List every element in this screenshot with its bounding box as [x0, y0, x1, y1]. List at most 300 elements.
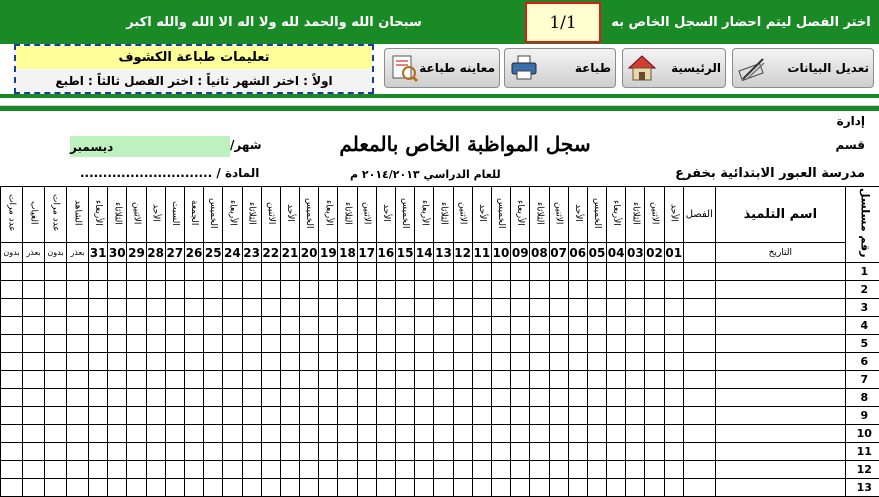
attendance-cell[interactable]	[568, 281, 587, 299]
attendance-cell[interactable]	[587, 281, 606, 299]
attendance-cell[interactable]	[223, 335, 242, 353]
attendance-cell[interactable]	[23, 479, 45, 497]
attendance-cell[interactable]	[280, 317, 299, 335]
attendance-cell[interactable]	[415, 461, 434, 479]
attendance-cell[interactable]	[357, 371, 376, 389]
attendance-cell[interactable]	[89, 461, 108, 479]
attendance-cell[interactable]	[338, 299, 357, 317]
attendance-cell[interactable]	[146, 263, 165, 281]
attendance-cell[interactable]	[415, 299, 434, 317]
attendance-cell[interactable]	[223, 281, 242, 299]
attendance-cell[interactable]	[645, 371, 664, 389]
attendance-cell[interactable]	[146, 353, 165, 371]
attendance-cell[interactable]	[683, 389, 715, 407]
attendance-cell[interactable]	[165, 479, 184, 497]
attendance-cell[interactable]	[645, 461, 664, 479]
attendance-cell[interactable]	[23, 461, 45, 479]
attendance-cell[interactable]	[89, 353, 108, 371]
attendance-cell[interactable]	[242, 299, 261, 317]
attendance-cell[interactable]	[108, 389, 127, 407]
attendance-cell[interactable]	[338, 443, 357, 461]
attendance-cell[interactable]	[146, 425, 165, 443]
attendance-cell[interactable]	[242, 443, 261, 461]
attendance-cell[interactable]	[300, 299, 319, 317]
attendance-cell[interactable]	[127, 317, 146, 335]
attendance-cell[interactable]	[223, 407, 242, 425]
attendance-cell[interactable]	[108, 407, 127, 425]
attendance-cell[interactable]	[645, 281, 664, 299]
attendance-cell[interactable]	[223, 425, 242, 443]
attendance-cell[interactable]	[607, 407, 626, 425]
attendance-cell[interactable]	[715, 389, 845, 407]
attendance-cell[interactable]	[415, 281, 434, 299]
attendance-cell[interactable]	[300, 335, 319, 353]
attendance-cell[interactable]	[319, 461, 338, 479]
attendance-cell[interactable]	[491, 353, 510, 371]
attendance-cell[interactable]	[396, 479, 415, 497]
attendance-cell[interactable]	[108, 371, 127, 389]
attendance-cell[interactable]	[587, 425, 606, 443]
attendance-cell[interactable]	[491, 317, 510, 335]
attendance-cell[interactable]	[530, 479, 549, 497]
attendance-cell[interactable]	[23, 299, 45, 317]
attendance-cell[interactable]	[587, 389, 606, 407]
attendance-cell[interactable]	[67, 353, 89, 371]
attendance-cell[interactable]	[472, 299, 491, 317]
attendance-cell[interactable]	[530, 371, 549, 389]
attendance-cell[interactable]	[683, 407, 715, 425]
attendance-cell[interactable]	[434, 371, 453, 389]
attendance-cell[interactable]	[319, 299, 338, 317]
attendance-cell[interactable]	[607, 443, 626, 461]
attendance-cell[interactable]	[530, 299, 549, 317]
attendance-cell[interactable]	[396, 281, 415, 299]
attendance-cell[interactable]	[204, 461, 223, 479]
attendance-cell[interactable]	[626, 479, 645, 497]
attendance-cell[interactable]	[511, 263, 530, 281]
attendance-cell[interactable]	[626, 299, 645, 317]
attendance-cell[interactable]	[45, 461, 67, 479]
attendance-cell[interactable]	[587, 443, 606, 461]
attendance-cell[interactable]	[549, 317, 568, 335]
attendance-cell[interactable]	[530, 461, 549, 479]
attendance-cell[interactable]	[472, 317, 491, 335]
attendance-cell[interactable]	[568, 443, 587, 461]
attendance-cell[interactable]	[587, 353, 606, 371]
attendance-cell[interactable]	[23, 281, 45, 299]
attendance-cell[interactable]	[715, 317, 845, 335]
attendance-cell[interactable]	[67, 461, 89, 479]
attendance-cell[interactable]	[1, 479, 23, 497]
attendance-cell[interactable]	[549, 281, 568, 299]
attendance-cell[interactable]	[338, 425, 357, 443]
edit-data-button[interactable]	[732, 48, 874, 88]
attendance-cell[interactable]	[242, 281, 261, 299]
attendance-cell[interactable]	[396, 317, 415, 335]
attendance-cell[interactable]	[453, 461, 472, 479]
attendance-cell[interactable]	[587, 371, 606, 389]
attendance-cell[interactable]	[23, 389, 45, 407]
attendance-cell[interactable]	[396, 443, 415, 461]
attendance-cell[interactable]	[511, 299, 530, 317]
attendance-cell[interactable]	[127, 299, 146, 317]
attendance-cell[interactable]	[376, 425, 395, 443]
attendance-cell[interactable]	[127, 389, 146, 407]
attendance-cell[interactable]	[165, 461, 184, 479]
attendance-cell[interactable]	[108, 425, 127, 443]
attendance-cell[interactable]	[89, 371, 108, 389]
attendance-cell[interactable]	[300, 389, 319, 407]
attendance-cell[interactable]	[242, 371, 261, 389]
attendance-cell[interactable]	[415, 317, 434, 335]
attendance-cell[interactable]	[472, 335, 491, 353]
attendance-cell[interactable]	[127, 443, 146, 461]
attendance-cell[interactable]	[357, 317, 376, 335]
attendance-cell[interactable]	[357, 353, 376, 371]
attendance-cell[interactable]	[396, 353, 415, 371]
attendance-cell[interactable]	[715, 335, 845, 353]
attendance-cell[interactable]	[338, 461, 357, 479]
attendance-cell[interactable]	[376, 389, 395, 407]
attendance-cell[interactable]	[300, 317, 319, 335]
attendance-cell[interactable]	[472, 353, 491, 371]
attendance-cell[interactable]	[1, 443, 23, 461]
attendance-cell[interactable]	[184, 425, 203, 443]
attendance-cell[interactable]	[261, 281, 280, 299]
attendance-cell[interactable]	[45, 317, 67, 335]
attendance-cell[interactable]	[664, 299, 683, 317]
attendance-cell[interactable]	[108, 263, 127, 281]
attendance-cell[interactable]	[261, 317, 280, 335]
attendance-cell[interactable]	[23, 263, 45, 281]
attendance-cell[interactable]	[242, 353, 261, 371]
attendance-cell[interactable]	[204, 371, 223, 389]
attendance-cell[interactable]	[683, 479, 715, 497]
attendance-cell[interactable]	[146, 479, 165, 497]
attendance-cell[interactable]	[280, 479, 299, 497]
attendance-cell[interactable]	[434, 353, 453, 371]
attendance-cell[interactable]	[67, 425, 89, 443]
attendance-cell[interactable]	[338, 281, 357, 299]
attendance-cell[interactable]	[89, 407, 108, 425]
attendance-cell[interactable]	[223, 389, 242, 407]
attendance-cell[interactable]	[1, 389, 23, 407]
attendance-cell[interactable]	[376, 281, 395, 299]
attendance-cell[interactable]	[108, 335, 127, 353]
attendance-cell[interactable]	[223, 479, 242, 497]
attendance-cell[interactable]	[280, 407, 299, 425]
attendance-cell[interactable]	[300, 479, 319, 497]
attendance-cell[interactable]	[530, 443, 549, 461]
attendance-cell[interactable]	[108, 461, 127, 479]
attendance-cell[interactable]	[242, 317, 261, 335]
attendance-cell[interactable]	[165, 371, 184, 389]
attendance-cell[interactable]	[664, 443, 683, 461]
attendance-cell[interactable]	[664, 317, 683, 335]
attendance-cell[interactable]	[626, 335, 645, 353]
attendance-cell[interactable]	[683, 443, 715, 461]
attendance-cell[interactable]	[319, 335, 338, 353]
attendance-cell[interactable]	[261, 443, 280, 461]
month-selector-cell[interactable]: ديسمبر	[70, 136, 230, 157]
attendance-cell[interactable]	[108, 281, 127, 299]
attendance-cell[interactable]	[300, 371, 319, 389]
attendance-cell[interactable]	[261, 461, 280, 479]
attendance-cell[interactable]	[89, 443, 108, 461]
attendance-cell[interactable]	[453, 479, 472, 497]
attendance-cell[interactable]	[683, 281, 715, 299]
attendance-cell[interactable]	[146, 389, 165, 407]
attendance-cell[interactable]	[127, 263, 146, 281]
attendance-cell[interactable]	[146, 407, 165, 425]
attendance-cell[interactable]	[453, 389, 472, 407]
attendance-cell[interactable]	[530, 317, 549, 335]
attendance-cell[interactable]	[645, 425, 664, 443]
attendance-cell[interactable]	[184, 317, 203, 335]
attendance-cell[interactable]	[491, 263, 510, 281]
attendance-cell[interactable]	[184, 443, 203, 461]
attendance-cell[interactable]	[715, 425, 845, 443]
attendance-cell[interactable]	[165, 263, 184, 281]
attendance-cell[interactable]	[127, 371, 146, 389]
attendance-cell[interactable]	[434, 299, 453, 317]
attendance-cell[interactable]	[357, 389, 376, 407]
attendance-cell[interactable]	[242, 407, 261, 425]
attendance-cell[interactable]	[549, 425, 568, 443]
attendance-cell[interactable]	[319, 425, 338, 443]
attendance-cell[interactable]	[261, 263, 280, 281]
attendance-cell[interactable]	[1, 299, 23, 317]
attendance-cell[interactable]	[626, 263, 645, 281]
attendance-cell[interactable]	[67, 443, 89, 461]
attendance-cell[interactable]	[472, 425, 491, 443]
attendance-cell[interactable]	[645, 335, 664, 353]
attendance-cell[interactable]	[280, 389, 299, 407]
attendance-cell[interactable]	[376, 479, 395, 497]
attendance-cell[interactable]	[626, 371, 645, 389]
attendance-cell[interactable]	[376, 461, 395, 479]
attendance-cell[interactable]	[607, 461, 626, 479]
attendance-cell[interactable]	[715, 353, 845, 371]
attendance-cell[interactable]	[261, 371, 280, 389]
attendance-cell[interactable]	[396, 425, 415, 443]
attendance-cell[interactable]	[530, 353, 549, 371]
attendance-cell[interactable]	[626, 461, 645, 479]
attendance-cell[interactable]	[415, 335, 434, 353]
attendance-cell[interactable]	[549, 371, 568, 389]
attendance-cell[interactable]	[146, 461, 165, 479]
attendance-cell[interactable]	[357, 407, 376, 425]
attendance-cell[interactable]	[184, 407, 203, 425]
attendance-cell[interactable]	[319, 317, 338, 335]
attendance-cell[interactable]	[1, 263, 23, 281]
attendance-cell[interactable]	[45, 407, 67, 425]
attendance-cell[interactable]	[242, 461, 261, 479]
attendance-cell[interactable]	[67, 263, 89, 281]
attendance-cell[interactable]	[434, 281, 453, 299]
attendance-cell[interactable]	[23, 443, 45, 461]
attendance-cell[interactable]	[127, 425, 146, 443]
attendance-cell[interactable]	[568, 389, 587, 407]
attendance-cell[interactable]	[45, 425, 67, 443]
attendance-cell[interactable]	[568, 335, 587, 353]
attendance-cell[interactable]	[415, 407, 434, 425]
attendance-cell[interactable]	[108, 479, 127, 497]
attendance-cell[interactable]	[280, 263, 299, 281]
attendance-cell[interactable]	[89, 281, 108, 299]
attendance-cell[interactable]	[683, 263, 715, 281]
attendance-cell[interactable]	[587, 479, 606, 497]
attendance-cell[interactable]	[242, 335, 261, 353]
attendance-cell[interactable]	[549, 263, 568, 281]
attendance-cell[interactable]	[89, 263, 108, 281]
attendance-cell[interactable]	[491, 299, 510, 317]
attendance-cell[interactable]	[184, 479, 203, 497]
attendance-cell[interactable]	[434, 425, 453, 443]
attendance-cell[interactable]	[146, 317, 165, 335]
attendance-cell[interactable]	[165, 281, 184, 299]
attendance-cell[interactable]	[23, 407, 45, 425]
attendance-cell[interactable]	[434, 407, 453, 425]
attendance-cell[interactable]	[23, 335, 45, 353]
attendance-cell[interactable]	[626, 443, 645, 461]
attendance-cell[interactable]	[357, 263, 376, 281]
attendance-cell[interactable]	[127, 407, 146, 425]
attendance-cell[interactable]	[357, 425, 376, 443]
attendance-cell[interactable]	[108, 317, 127, 335]
attendance-cell[interactable]	[587, 317, 606, 335]
attendance-cell[interactable]	[664, 263, 683, 281]
attendance-cell[interactable]	[530, 281, 549, 299]
attendance-cell[interactable]	[415, 371, 434, 389]
attendance-cell[interactable]	[415, 263, 434, 281]
attendance-cell[interactable]	[319, 389, 338, 407]
attendance-cell[interactable]	[23, 317, 45, 335]
attendance-cell[interactable]	[511, 335, 530, 353]
attendance-cell[interactable]	[396, 407, 415, 425]
attendance-cell[interactable]	[568, 353, 587, 371]
attendance-cell[interactable]	[396, 263, 415, 281]
attendance-cell[interactable]	[587, 299, 606, 317]
attendance-cell[interactable]	[491, 389, 510, 407]
attendance-cell[interactable]	[396, 389, 415, 407]
attendance-cell[interactable]	[376, 335, 395, 353]
attendance-cell[interactable]	[204, 479, 223, 497]
attendance-cell[interactable]	[45, 443, 67, 461]
attendance-cell[interactable]	[530, 407, 549, 425]
attendance-cell[interactable]	[715, 263, 845, 281]
attendance-cell[interactable]	[204, 263, 223, 281]
attendance-cell[interactable]	[434, 317, 453, 335]
attendance-cell[interactable]	[280, 281, 299, 299]
attendance-cell[interactable]	[607, 263, 626, 281]
attendance-cell[interactable]	[184, 389, 203, 407]
attendance-cell[interactable]	[645, 353, 664, 371]
attendance-cell[interactable]	[491, 371, 510, 389]
attendance-cell[interactable]	[338, 263, 357, 281]
attendance-cell[interactable]	[242, 389, 261, 407]
attendance-cell[interactable]	[607, 281, 626, 299]
attendance-cell[interactable]	[261, 353, 280, 371]
attendance-cell[interactable]	[242, 425, 261, 443]
attendance-cell[interactable]	[300, 443, 319, 461]
attendance-cell[interactable]	[223, 317, 242, 335]
attendance-cell[interactable]	[319, 263, 338, 281]
attendance-cell[interactable]	[280, 443, 299, 461]
attendance-cell[interactable]	[530, 425, 549, 443]
attendance-cell[interactable]	[300, 281, 319, 299]
attendance-cell[interactable]	[415, 443, 434, 461]
attendance-cell[interactable]	[549, 389, 568, 407]
attendance-cell[interactable]	[67, 317, 89, 335]
attendance-cell[interactable]	[165, 389, 184, 407]
attendance-cell[interactable]	[607, 425, 626, 443]
attendance-cell[interactable]	[280, 461, 299, 479]
attendance-cell[interactable]	[357, 335, 376, 353]
attendance-cell[interactable]	[45, 281, 67, 299]
attendance-cell[interactable]	[607, 371, 626, 389]
attendance-cell[interactable]	[453, 299, 472, 317]
attendance-cell[interactable]	[568, 407, 587, 425]
attendance-cell[interactable]	[223, 263, 242, 281]
attendance-cell[interactable]	[45, 353, 67, 371]
attendance-cell[interactable]	[184, 353, 203, 371]
attendance-cell[interactable]	[67, 371, 89, 389]
attendance-cell[interactable]	[1, 425, 23, 443]
attendance-cell[interactable]	[472, 389, 491, 407]
attendance-cell[interactable]	[280, 299, 299, 317]
attendance-cell[interactable]	[23, 371, 45, 389]
attendance-cell[interactable]	[45, 299, 67, 317]
attendance-cell[interactable]	[165, 407, 184, 425]
attendance-cell[interactable]	[67, 389, 89, 407]
attendance-cell[interactable]	[396, 299, 415, 317]
attendance-cell[interactable]	[453, 407, 472, 425]
attendance-cell[interactable]	[67, 281, 89, 299]
attendance-cell[interactable]	[165, 443, 184, 461]
attendance-cell[interactable]	[357, 479, 376, 497]
attendance-cell[interactable]	[453, 371, 472, 389]
attendance-cell[interactable]	[242, 263, 261, 281]
attendance-cell[interactable]	[357, 281, 376, 299]
attendance-cell[interactable]	[664, 371, 683, 389]
attendance-cell[interactable]	[319, 353, 338, 371]
attendance-cell[interactable]	[184, 371, 203, 389]
attendance-cell[interactable]	[568, 299, 587, 317]
attendance-cell[interactable]	[434, 335, 453, 353]
attendance-cell[interactable]	[683, 299, 715, 317]
attendance-cell[interactable]	[415, 389, 434, 407]
attendance-cell[interactable]	[683, 335, 715, 353]
attendance-cell[interactable]	[261, 425, 280, 443]
attendance-cell[interactable]	[645, 263, 664, 281]
attendance-cell[interactable]	[223, 461, 242, 479]
attendance-cell[interactable]	[587, 263, 606, 281]
attendance-cell[interactable]	[645, 443, 664, 461]
attendance-cell[interactable]	[45, 263, 67, 281]
attendance-cell[interactable]	[683, 353, 715, 371]
attendance-cell[interactable]	[607, 317, 626, 335]
attendance-cell[interactable]	[280, 335, 299, 353]
attendance-cell[interactable]	[376, 299, 395, 317]
attendance-cell[interactable]	[715, 371, 845, 389]
attendance-cell[interactable]	[23, 353, 45, 371]
attendance-cell[interactable]	[108, 443, 127, 461]
attendance-cell[interactable]	[530, 335, 549, 353]
attendance-cell[interactable]	[511, 407, 530, 425]
attendance-cell[interactable]	[261, 479, 280, 497]
attendance-cell[interactable]	[549, 299, 568, 317]
